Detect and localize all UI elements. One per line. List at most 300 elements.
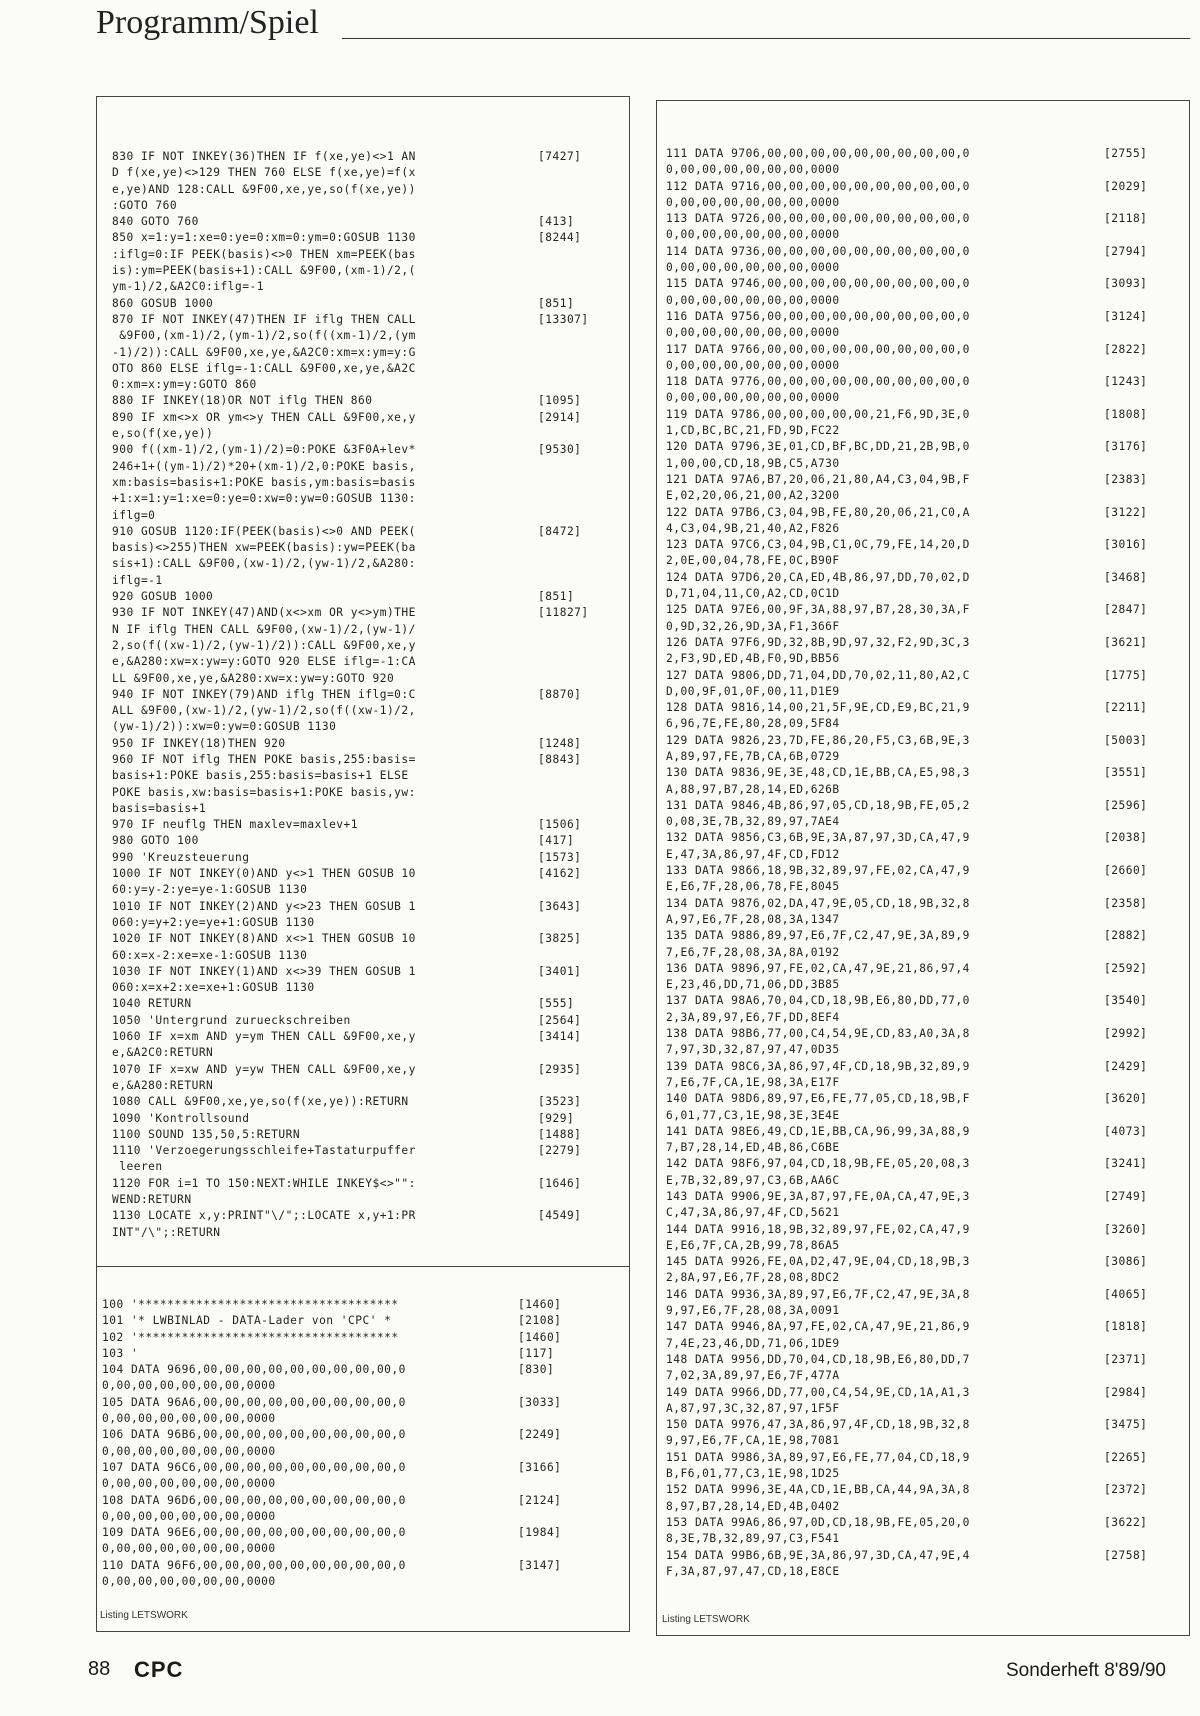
code-text: 136 DATA 9896,97,FE,02,CA,47,9E,21,86,97,4 (666, 961, 970, 975)
checksum: [3825] (538, 932, 582, 946)
code-text: 143 DATA 9906,9E,3A,87,97,FE,0A,CA,47,9E,3 (666, 1190, 970, 1203)
code-line (666, 1385, 1186, 1401)
code-text: 8,97,B7,28,14,ED,4B,0402 (666, 1499, 840, 1513)
code-text: 108 DATA 96D6,00,00,00,00,00,00,00,00,00,0 (102, 1493, 406, 1507)
code-text: 131 DATA 9846,4B,86,97,05,CD,18,9B,FE,05,2 (666, 798, 970, 812)
code-line (112, 605, 620, 621)
code-text: 990 'Kreuzsteuerung (112, 850, 250, 864)
code-line (112, 671, 620, 687)
code-text: A,97,E6,7F,28,08,3A,1347 (666, 912, 840, 926)
code-line (666, 1173, 1186, 1189)
code-line (112, 230, 620, 246)
code-line (666, 1075, 1186, 1091)
checksum: [3086] (1104, 1255, 1148, 1269)
code-text: 147 DATA 9946,8A,97,FE,02,CA,47,9E,21,86,9 (666, 1320, 970, 1334)
code-line (666, 765, 1186, 781)
code-line (666, 1336, 1186, 1352)
code-text: 980 GOTO 100 (112, 834, 199, 848)
code-text: E,02,20,06,21,00,A2,3200 (666, 489, 840, 503)
code-text: E,47,3A,86,97,4F,CD,FD12 (666, 847, 840, 861)
code-line (666, 1124, 1186, 1140)
checksum: [3414] (538, 1030, 582, 1044)
code-text: 2,8A,97,E6,7F,28,08,8DC2 (666, 1271, 840, 1285)
code-text: A,87,97,3C,32,87,97,1F5F (666, 1401, 840, 1415)
code-text: A,88,97,B7,28,14,ED,626B (666, 782, 840, 796)
right-listing-label: Listing LETSWORK (662, 1614, 750, 1625)
code-text: 144 DATA 9916,18,9B,32,89,97,FE,02,CA,47,9 (666, 1222, 970, 1236)
code-text: 1120 FOR i=1 TO 150:NEXT:WHILE INKEY$<>"": (112, 1176, 416, 1190)
code-text: +1:x=1:y=1:xe=0:ye=0:xw=0:yw=0:GOSUB 1130: (112, 492, 416, 506)
code-line (112, 752, 620, 768)
checksum: [2794] (1104, 244, 1148, 258)
code-line (112, 328, 620, 344)
code-line (666, 521, 1186, 537)
code-line (666, 945, 1186, 961)
checksum: [2358] (1104, 896, 1148, 910)
code-text: 900 f((xm-1)/2,(ym-1)/2)=0:POKE &3F0A+lev* (112, 443, 416, 457)
code-line (112, 1078, 620, 1094)
checksum: [3401] (538, 964, 582, 978)
code-line (666, 879, 1186, 895)
checksum: [5003] (1104, 733, 1148, 747)
checksum: [2372] (1104, 1483, 1148, 1497)
code-line (666, 195, 1186, 211)
code-text: 0,00,00,00,00,00,00,0000 (666, 358, 840, 372)
code-line (666, 1417, 1186, 1433)
code-line (102, 1395, 622, 1411)
code-line (666, 977, 1186, 993)
checksum: [417] (538, 834, 575, 848)
code-text: D,71,04,11,C0,A2,CD,0C1D (666, 587, 840, 601)
code-text: 0,00,00,00,00,00,00,0000 (666, 163, 840, 177)
code-line (112, 1143, 620, 1159)
code-text: 0,00,00,00,00,00,00,0000 (102, 1509, 276, 1523)
code-text: 1060 IF x=xm AND y=ym THEN CALL &9F00,xe,y (112, 1030, 416, 1044)
checksum: [2984] (1104, 1385, 1148, 1399)
code-text: 910 GOSUB 1120:IF(PEEK(basis)<>0 AND PEEK( (112, 524, 416, 538)
code-text: A,89,97,FE,7B,CA,6B,0729 (666, 749, 840, 763)
checksum: [2038] (1104, 831, 1148, 845)
code-text: 140 DATA 98D6,89,97,E6,FE,77,05,CD,18,9B,F (666, 1092, 970, 1106)
code-line (112, 1225, 620, 1241)
checksum: [3523] (538, 1095, 582, 1109)
code-line (666, 863, 1186, 879)
checksum: [3551] (1104, 766, 1148, 780)
checksum: [13307] (538, 312, 589, 326)
code-line (666, 390, 1186, 406)
code-line (112, 361, 620, 377)
code-line (666, 276, 1186, 292)
checksum: [1460] (518, 1298, 562, 1311)
code-line (112, 377, 620, 393)
code-text: 119 DATA 9786,00,00,00,00,00,21,F6,9D,3E,0 (666, 407, 970, 421)
code-line (666, 1042, 1186, 1058)
code-line (112, 980, 620, 996)
code-text: 1000 IF NOT INKEY(0)AND y<>1 THEN GOSUB 10 (112, 867, 416, 881)
code-text: 132 DATA 9856,C3,6B,9E,3A,87,97,3D,CA,47,9 (666, 831, 970, 845)
code-line (112, 736, 620, 752)
code-text: 060:y=y+2:ye=ye+1:GOSUB 1130 (112, 915, 315, 929)
code-line (112, 866, 620, 882)
code-text: OTO 860 ELSE iflg=-1:CALL &9F00,xe,ye,&A2C (112, 361, 416, 375)
code-line (666, 1303, 1186, 1319)
code-line (102, 1346, 622, 1362)
code-text: e,ye)AND 128:CALL &9F00,xe,ye,so(f(xe,ye)) (112, 182, 416, 196)
code-line (666, 439, 1186, 455)
code-line (666, 325, 1186, 341)
code-line (112, 1029, 620, 1045)
left-bottom-code-block (102, 1297, 622, 1590)
checksum: [2935] (538, 1062, 582, 1076)
checksum: [1573] (538, 850, 582, 864)
code-line (102, 1378, 622, 1394)
checksum: [3176] (1104, 440, 1148, 454)
code-line (112, 964, 620, 980)
code-line (112, 1111, 620, 1127)
code-text: 101 '* LWBINLAD - DATA-Lader von 'CPC' * (102, 1314, 392, 1328)
code-text: 148 DATA 9956,DD,70,04,CD,18,9B,E6,80,DD,7 (666, 1352, 970, 1366)
code-line (112, 948, 620, 964)
code-line (112, 719, 620, 735)
code-text: 115 DATA 9746,00,00,00,00,00,00,00,00,00,0 (666, 277, 970, 291)
code-text: 113 DATA 9726,00,00,00,00,00,00,00,00,00,0 (666, 212, 970, 226)
code-text: xm:basis=basis+1:POKE basis,ym:basis=basis (112, 475, 416, 489)
code-line (666, 456, 1186, 472)
code-line (666, 1108, 1186, 1124)
code-line (666, 472, 1186, 488)
code-line (666, 1352, 1186, 1368)
code-text: leeren (112, 1160, 163, 1174)
code-line (102, 1297, 622, 1313)
code-line (666, 1499, 1186, 1515)
code-line (102, 1493, 622, 1509)
code-text: 117 DATA 9766,00,00,00,00,00,00,00,00,00,0 (666, 342, 970, 356)
code-text: F,3A,87,97,47,CD,18,E8CE (666, 1564, 840, 1578)
code-text: 116 DATA 9756,00,00,00,00,00,00,00,00,00,0 (666, 309, 970, 323)
checksum: [3241] (1104, 1157, 1148, 1171)
checksum: [2429] (1104, 1059, 1148, 1073)
code-line (102, 1444, 622, 1460)
checksum: [2371] (1104, 1352, 1148, 1366)
checksum: [2592] (1104, 961, 1148, 975)
code-line (102, 1558, 622, 1574)
code-line (112, 931, 620, 947)
code-line (666, 407, 1186, 423)
code-text: 149 DATA 9966,DD,77,00,C4,54,9E,CD,1A,A1,3 (666, 1385, 970, 1399)
code-text: -1)/2)):CALL &9F00,xe,ye,&A2C0:xm=x:ym=y:G (112, 345, 416, 359)
code-line (112, 345, 620, 361)
code-line (112, 573, 620, 589)
code-line (666, 1515, 1186, 1531)
code-text: 135 DATA 9886,89,97,E6,7F,C2,47,9E,3A,89,9 (666, 929, 970, 943)
code-text: 133 DATA 9866,18,9B,32,89,97,FE,02,CA,47,9 (666, 864, 970, 878)
issue-label: Sonderheft 8'89/90 (1006, 1660, 1166, 1681)
checksum: [3260] (1104, 1222, 1148, 1236)
code-line (666, 505, 1186, 521)
code-line (112, 491, 620, 507)
code-text: INT"/\";:RETURN (112, 1225, 221, 1239)
checksum: [2118] (1104, 212, 1148, 226)
code-line (112, 850, 620, 866)
code-line (112, 703, 620, 719)
checksum: [1243] (1104, 375, 1148, 389)
code-line (666, 211, 1186, 227)
code-line (666, 1156, 1186, 1172)
code-text: 109 DATA 96E6,00,00,00,00,00,00,00,00,00,0 (102, 1526, 406, 1540)
code-line (112, 1094, 620, 1110)
code-text: 130 DATA 9836,9E,3E,48,CD,1E,BB,CA,E5,98,3 (666, 766, 970, 780)
code-text: 129 DATA 9826,23,7D,FE,86,20,F5,C3,6B,9E,3 (666, 733, 970, 747)
code-line (666, 309, 1186, 325)
code-line (666, 749, 1186, 765)
code-line (102, 1541, 622, 1557)
checksum: [2914] (538, 410, 582, 424)
code-text: 114 DATA 9736,00,00,00,00,00,00,00,00,00,0 (666, 244, 970, 258)
code-line (666, 912, 1186, 928)
code-line (666, 293, 1186, 309)
code-text: iflg=0 (112, 508, 156, 522)
code-text: ALL &9F00,(xw-1)/2,(yw-1)/2,so(f((xw-1)/2, (112, 704, 416, 718)
code-line (112, 459, 620, 475)
code-line (666, 928, 1186, 944)
code-text: 106 DATA 96B6,00,00,00,00,00,00,00,00,00,0 (102, 1428, 406, 1442)
code-text: 880 IF INKEY(18)OR NOT iflg THEN 860 (112, 394, 373, 408)
code-line (112, 556, 620, 572)
code-line (666, 847, 1186, 863)
code-line (666, 1270, 1186, 1286)
code-line (666, 1450, 1186, 1466)
code-text: 2,F3,9D,ED,4B,F0,9D,BB56 (666, 652, 840, 666)
code-text: 0,9D,32,26,9D,3A,F1,366F (666, 619, 840, 633)
code-text: D f(xe,ye)<>129 THEN 760 ELSE f(xe,ye)=f(x (112, 166, 416, 180)
code-line (666, 1564, 1186, 1580)
code-text: e,&A280:RETURN (112, 1078, 214, 1092)
code-text: (yw-1)/2)):xw=0:yw=0:GOSUB 1130 (112, 720, 337, 734)
code-line (112, 785, 620, 801)
code-line (112, 475, 620, 491)
code-line (112, 393, 620, 409)
code-text: is):ym=PEEK(basis+1):CALL &9F00,(xm-1)/2,( (112, 264, 416, 278)
code-line (112, 1045, 620, 1061)
code-line (112, 1013, 620, 1029)
code-line (112, 1192, 620, 1208)
code-text: 60:y=y-2:ye=ye-1:GOSUB 1130 (112, 883, 308, 897)
code-line (666, 1531, 1186, 1547)
code-text: 970 IF neuflg THEN maxlev=maxlev+1 (112, 818, 359, 832)
code-text: D,00,9F,01,0F,00,11,D1E9 (666, 684, 840, 698)
code-text: 860 GOSUB 1000 (112, 296, 214, 310)
code-text: 0,00,00,00,00,00,00,0000 (102, 1542, 276, 1556)
code-text: :GOTO 760 (112, 198, 178, 212)
checksum: [3124] (1104, 309, 1148, 323)
code-line (112, 312, 620, 328)
checksum: [1095] (538, 394, 582, 408)
code-text: 7,4E,23,46,DD,71,06,1DE9 (666, 1336, 840, 1350)
code-text: 122 DATA 97B6,C3,04,9B,FE,80,20,06,21,C0,A (666, 505, 970, 519)
code-text: 1030 IF NOT INKEY(1)AND x<>39 THEN GOSUB 1 (112, 964, 416, 978)
code-text: 1100 SOUND 135,50,5:RETURN (112, 1127, 301, 1141)
code-text: 151 DATA 9986,3A,89,97,E6,FE,77,04,CD,18,9 (666, 1450, 970, 1464)
code-text: 1130 LOCATE x,y:PRINT"\/";:LOCATE x,y+1:PR (112, 1209, 416, 1223)
code-line (666, 1254, 1186, 1270)
code-text: 110 DATA 96F6,00,00,00,00,00,00,00,00,00,0 (102, 1558, 406, 1572)
code-line (666, 961, 1186, 977)
page-number: 88 (88, 1658, 111, 1680)
checksum: [9530] (538, 443, 582, 457)
code-text: 100 '************************************ (102, 1298, 399, 1311)
code-text: 0,00,00,00,00,00,00,0000 (666, 228, 840, 242)
code-text: 150 DATA 9976,47,3A,86,97,4F,CD,18,9B,32,8 (666, 1418, 970, 1432)
code-text: e,&A2C0:RETURN (112, 1046, 214, 1060)
code-text: 146 DATA 9936,3A,89,97,E6,7F,C2,47,9E,3A,8 (666, 1287, 970, 1301)
code-line (112, 589, 620, 605)
code-text: 128 DATA 9816,14,00,21,5F,9E,CD,E9,BC,21,9 (666, 701, 970, 715)
code-line (112, 996, 620, 1012)
code-line (102, 1525, 622, 1541)
checksum: [1818] (1104, 1320, 1148, 1334)
checksum: [3475] (1104, 1418, 1148, 1432)
checksum: [2108] (518, 1314, 562, 1328)
checksum: [1488] (538, 1127, 582, 1141)
code-line (112, 1159, 620, 1175)
checksum: [3166] (518, 1460, 562, 1474)
code-text: 1020 IF NOT INKEY(8)AND x<>1 THEN GOSUB 10 (112, 932, 416, 946)
code-text: 1,00,00,CD,18,9B,C5,A730 (666, 456, 840, 470)
checksum: [3016] (1104, 538, 1148, 552)
code-line (112, 768, 620, 784)
code-text: 246+1+((ym-1)/2)*20+(xm-1)/2,0:POKE basis, (112, 459, 416, 473)
code-line (112, 654, 620, 670)
code-text: 0,00,00,00,00,00,00,0000 (102, 1575, 276, 1589)
checksum: [1808] (1104, 407, 1148, 421)
code-text: 2,3A,89,97,E6,7F,DD,8EF4 (666, 1010, 840, 1024)
code-line (666, 798, 1186, 814)
checksum: [2596] (1104, 798, 1148, 812)
checksum: [2029] (1104, 179, 1148, 193)
code-line (112, 410, 620, 426)
checksum: [1506] (538, 818, 582, 832)
code-text: 60:x=x-2:xe=xe-1:GOSUB 1130 (112, 948, 308, 962)
checksum: [830] (518, 1363, 555, 1377)
code-line (666, 1238, 1186, 1254)
code-line (666, 1189, 1186, 1205)
checksum: [1248] (538, 736, 582, 750)
code-text: 0,00,00,00,00,00,00,0000 (102, 1444, 276, 1458)
code-text: POKE basis,xw:basis=basis+1:POKE basis,yw: (112, 785, 416, 799)
right-code-block (666, 146, 1186, 1580)
code-text: 960 IF NOT iflg THEN POKE basis,255:basis= (112, 752, 416, 766)
code-line (112, 540, 620, 556)
code-line (666, 260, 1186, 276)
code-text: 7,02,3A,89,97,E6,7F,477A (666, 1369, 840, 1383)
code-line (666, 814, 1186, 830)
code-text: B,F6,01,77,C3,1E,98,1D25 (666, 1467, 840, 1481)
code-text: 1110 'Verzoegerungsschleife+Tastaturpuffer (112, 1144, 416, 1158)
code-text: C,47,3A,86,97,4F,CD,5621 (666, 1206, 840, 1220)
code-line (666, 1401, 1186, 1417)
code-text: 124 DATA 97D6,20,CA,ED,4B,86,97,DD,70,02,D (666, 570, 970, 584)
checksum: [851] (538, 590, 575, 604)
code-line (102, 1476, 622, 1492)
code-text: 0:xm=x:ym=y:GOTO 860 (112, 378, 257, 392)
code-text: 154 DATA 99B6,6B,9E,3A,86,97,3D,CA,47,9E,4 (666, 1548, 970, 1562)
code-line (666, 570, 1186, 586)
checksum: [2758] (1104, 1548, 1148, 1562)
code-text: 6,01,77,C3,1E,98,3E,3E4E (666, 1108, 840, 1122)
checksum: [851] (538, 296, 575, 310)
checksum: [8244] (538, 231, 582, 245)
checksum: [2211] (1104, 701, 1148, 715)
code-text: 7,B7,28,14,ED,4B,86,C6BE (666, 1141, 840, 1155)
left-panel-divider (96, 1266, 630, 1267)
code-line (666, 488, 1186, 504)
code-line (102, 1460, 622, 1476)
checksum: [2822] (1104, 342, 1148, 356)
code-text: 870 IF NOT INKEY(47)THEN IF iflg THEN CALL (112, 312, 416, 326)
code-text: &9F00,(xm-1)/2,(ym-1)/2,so(f((xm-1)/2,(ym (112, 329, 416, 343)
code-text: 950 IF INKEY(18)THEN 920 (112, 736, 286, 750)
code-line (112, 1176, 620, 1192)
code-line (666, 1319, 1186, 1335)
code-text: 0,08,3E,7B,32,89,97,7AE4 (666, 815, 840, 829)
code-line (112, 198, 620, 214)
code-text: sis+1):CALL &9F00,(xw-1)/2,(yw-1)/2,&A280: (112, 557, 416, 571)
code-text: e,&A280:xw=x:yw=y:GOTO 920 ELSE iflg=-1:CA (112, 655, 416, 669)
left-listing-label: Listing LETSWORK (100, 1610, 188, 1621)
code-text: 125 DATA 97E6,00,9F,3A,88,97,B7,28,30,3A,F (666, 603, 970, 617)
checksum: [2249] (518, 1428, 562, 1442)
checksum: [3620] (1104, 1092, 1148, 1106)
code-text: basis)<>255)THEN xw=PEEK(basis):yw=PEEK(ba (112, 541, 416, 555)
code-line (112, 1127, 620, 1143)
code-text: 138 DATA 98B6,77,00,C4,54,9E,CD,83,A0,3A,8 (666, 1027, 970, 1041)
code-text: 111 DATA 9706,00,00,00,00,00,00,00,00,00,0 (666, 147, 970, 160)
code-line (112, 524, 620, 540)
code-line (666, 602, 1186, 618)
code-line (666, 635, 1186, 651)
code-text: ym-1)/2,&A2C0:iflg=-1 (112, 280, 264, 294)
code-line (666, 700, 1186, 716)
code-line (112, 442, 620, 458)
code-text: 1040 RETURN (112, 997, 192, 1011)
code-line (666, 1368, 1186, 1384)
code-text: 126 DATA 97F6,9D,32,8B,9D,97,32,F2,9D,3C,3 (666, 635, 970, 649)
checksum: [3621] (1104, 635, 1148, 649)
page-section-title: Programm/Spiel (96, 4, 319, 41)
code-line (102, 1509, 622, 1525)
code-text: 1010 IF NOT INKEY(2)AND y<>23 THEN GOSUB 1 (112, 899, 416, 913)
code-text: 940 IF NOT INKEY(79)AND iflg THEN iflg=0:C (112, 687, 416, 701)
checksum: [4549] (538, 1209, 582, 1223)
code-text: 7,E6,7F,CA,1E,98,3A,E17F (666, 1075, 840, 1089)
code-text: 2,so(f((xw-1)/2,(yw-1)/2)):CALL &9F00,xe,y (112, 638, 416, 652)
code-line (112, 1062, 620, 1078)
code-line (666, 374, 1186, 390)
code-text: 102 '************************************ (102, 1330, 399, 1344)
checksum: [3622] (1104, 1515, 1148, 1529)
code-text: 137 DATA 98A6,70,04,CD,18,9B,E6,80,DD,77,0 (666, 994, 970, 1008)
code-text: 060:x=x+2:xe=xe+1:GOSUB 1130 (112, 981, 315, 995)
checksum: [4065] (1104, 1287, 1148, 1301)
code-text: 0,00,00,00,00,00,00,0000 (666, 195, 840, 209)
checksum: [2749] (1104, 1190, 1148, 1203)
code-line (666, 684, 1186, 700)
code-text: 139 DATA 98C6,3A,86,97,4F,CD,18,9B,32,89,9 (666, 1059, 970, 1073)
code-text: 0,00,00,00,00,00,00,0000 (666, 391, 840, 405)
code-text: :iflg=0:IF PEEK(basis)<>0 THEN xm=PEEK(bas (112, 247, 416, 261)
code-line (666, 244, 1186, 260)
code-line (112, 833, 620, 849)
